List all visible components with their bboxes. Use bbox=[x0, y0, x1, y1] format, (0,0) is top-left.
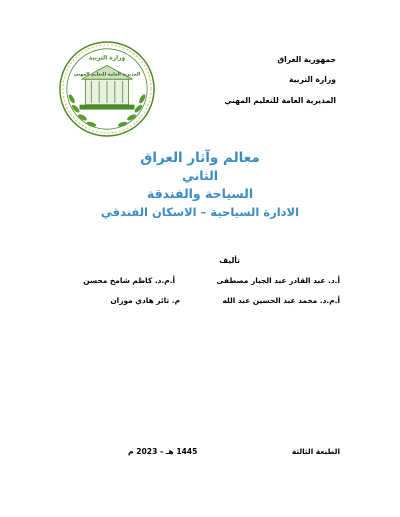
author-name: م. ثائر هادي موزان bbox=[110, 296, 180, 305]
header-country: جمهورية العراق bbox=[277, 55, 336, 64]
edition-text: الطبعة الثالثة bbox=[291, 447, 340, 456]
grade-title: الثاني bbox=[181, 168, 219, 183]
publication-date: 1445 هـ - 2023 م bbox=[128, 447, 198, 456]
header-directorate: المديرية العامة للتعليم المهني bbox=[224, 96, 336, 105]
header-ministry: وزارة التربية bbox=[288, 75, 336, 84]
author-name: أ.م.د. كاظم شامخ محسن bbox=[83, 276, 175, 285]
logo-inner-text: المديرية العامة للتعليم المهني bbox=[73, 72, 141, 78]
authors-label: تأليف bbox=[219, 256, 240, 265]
ministry-logo bbox=[58, 40, 156, 138]
logo-top-text: وزارة التربية bbox=[88, 55, 126, 62]
book-title: معالم وآثار العراق bbox=[140, 150, 260, 166]
author-name: أ.د. عبد القادر عبد الجبار مصطفى bbox=[216, 276, 340, 285]
branch-title: السياحة والفندقة bbox=[146, 186, 254, 201]
section-title: الادارة السياحية – الاسكان الفندقي bbox=[100, 205, 300, 219]
author-name: أ.م.د. محمد عبد الحسين عبد الله bbox=[222, 296, 340, 305]
